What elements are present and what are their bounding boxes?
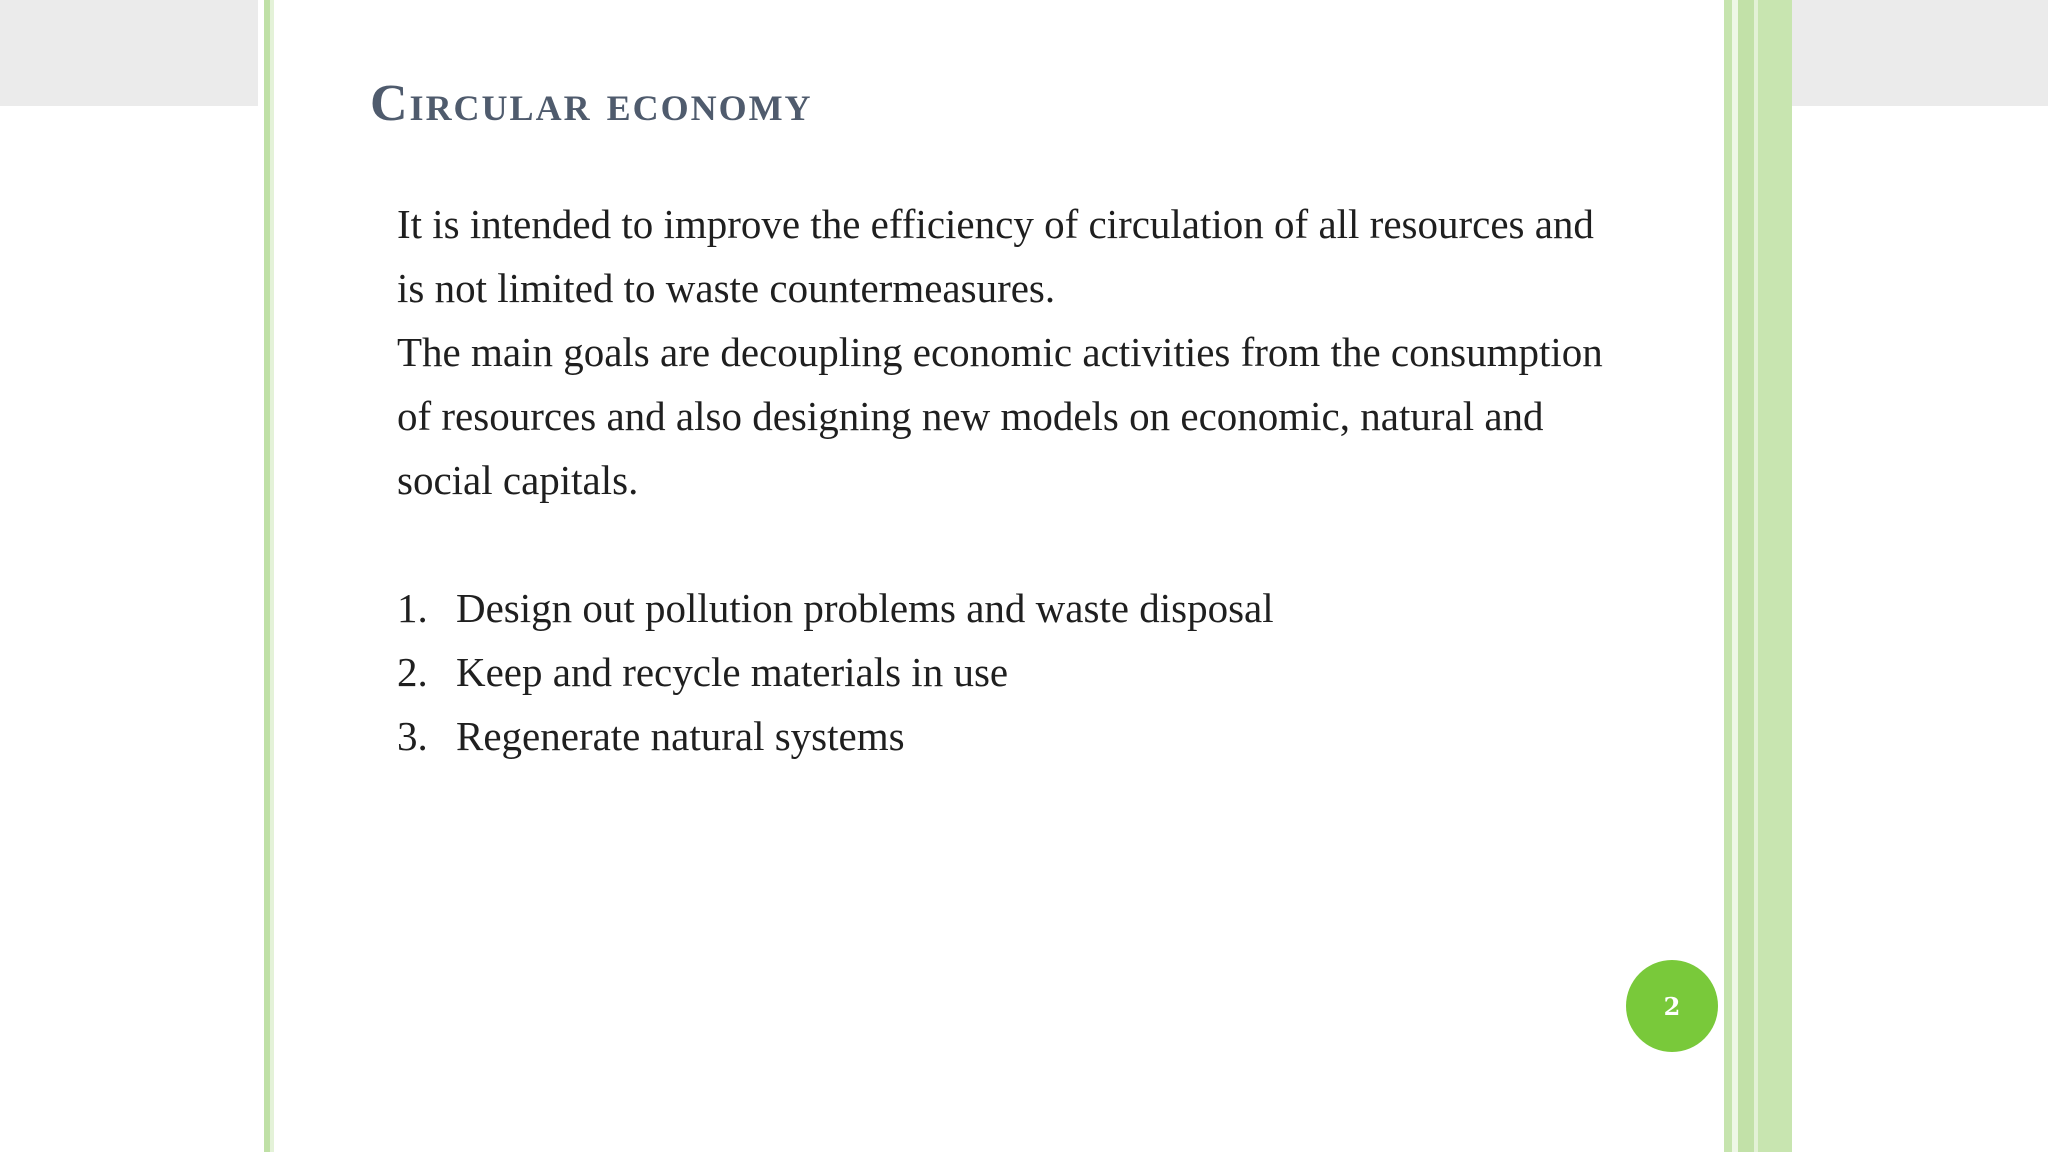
slide-body	[397, 192, 1627, 512]
right-accent-stripe-wide	[1738, 0, 1754, 1152]
list-item-text: Design out pollution problems and waste disposal	[456, 585, 1274, 631]
list-item	[397, 640, 1274, 704]
right-accent-border	[1758, 0, 1792, 1152]
list-item-text: Regenerate natural systems	[456, 713, 905, 759]
list-item	[397, 576, 1274, 640]
list-item-number: 1.	[397, 585, 428, 631]
goals-paragraph: The main goals are decoupling economic activities from the consumption of resources and also designing new models on economic, natural and social capitals.	[397, 329, 1603, 503]
list-item	[397, 704, 1274, 768]
outer-band-left	[0, 0, 258, 106]
goals-list	[397, 576, 1274, 768]
list-item-text: Keep and recycle materials in use	[456, 649, 1009, 695]
list-item-number: 3.	[397, 713, 428, 759]
slide-title: Circular economy	[370, 75, 813, 132]
outer-band-right	[1792, 0, 2048, 106]
list-item-number: 2.	[397, 649, 428, 695]
left-accent-stripe-light	[270, 0, 274, 1152]
right-accent-stripe	[1724, 0, 1732, 1152]
page-number-badge: 2	[1626, 960, 1718, 1052]
intro-paragraph: It is intended to improve the efficiency of circulation of all resources and is not limited to waste countermeasures.	[397, 201, 1594, 311]
